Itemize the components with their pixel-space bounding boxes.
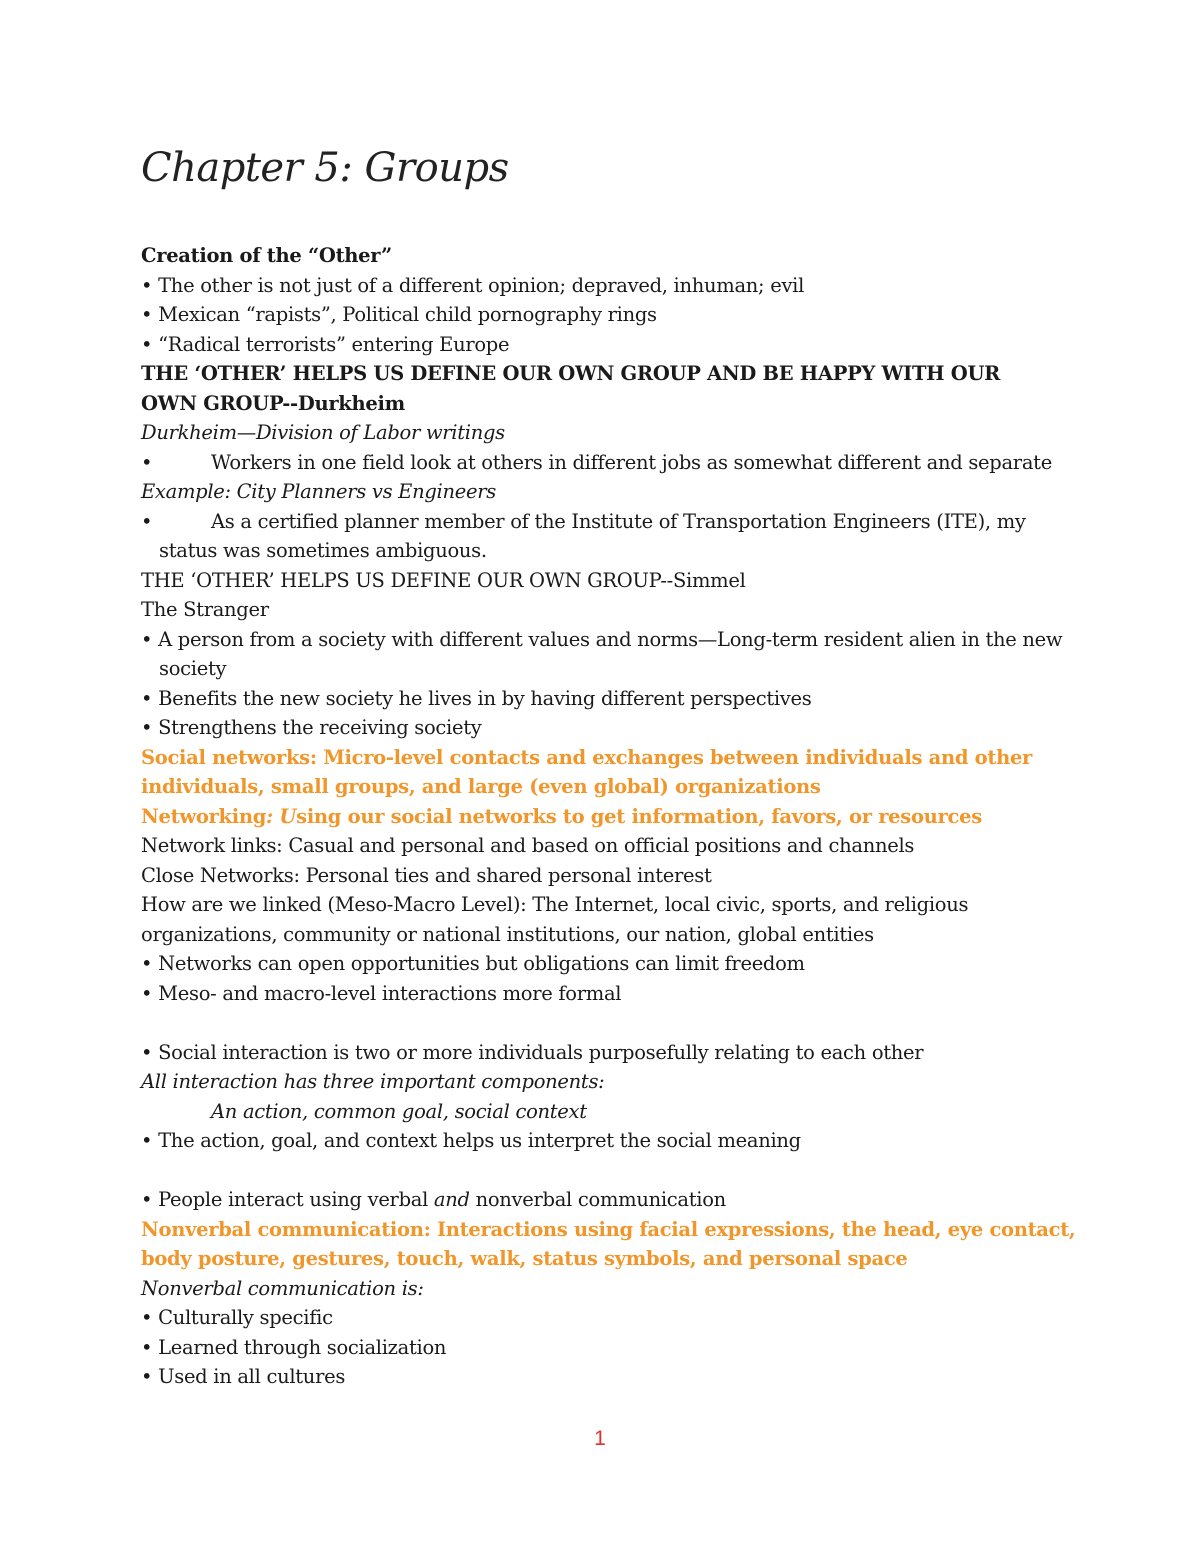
bullet-text: • People interact using verbal — [141, 1188, 434, 1211]
bullet-glyph: • — [141, 509, 153, 533]
bullet-line: • Benefits the new society he lives in by having different perspectives — [141, 686, 812, 710]
bullet-line: • Meso- and macro-level interactions more formal — [141, 981, 622, 1005]
components-subheading: All interaction has three important components: — [141, 1070, 605, 1093]
bullet-continuation: society — [159, 657, 227, 680]
bullet-line: • A person from a society with different values and norms—Long-term resident alien in the new — [141, 627, 1063, 651]
bullet-line: • Networks can open opportunities but obligations can limit freedom — [141, 952, 805, 975]
social-networks-definition: Social networks: Micro-level contacts and exchanges between individuals and other — [141, 745, 1033, 769]
bullet-line: • “Radical terrorists” entering Europe — [141, 332, 510, 356]
stranger-heading: The Stranger — [141, 598, 269, 621]
text-line: How are we linked (Meso-Macro Level): The Internet, local civic, sports, and religious — [141, 893, 969, 916]
nonverbal-subheading: Nonverbal communication is: — [141, 1276, 424, 1300]
bullet-text: As a certified planner member of the Institute of Transportation Engineers (ITE), my — [211, 509, 1026, 533]
durkheim-heading-line-2: OWN GROUP--Durkheim — [141, 391, 405, 415]
bullet-text: nonverbal communication — [469, 1188, 726, 1211]
networking-text: sing our social networks to get information, favors, or resources — [296, 804, 982, 828]
emphasis-and: and — [433, 1188, 470, 1211]
chapter-title: Chapter 5: Groups — [141, 145, 509, 191]
section-heading-other: Creation of the “Other” — [141, 244, 392, 267]
bullet-line — [141, 1185, 1061, 1215]
bullet-continuation: status was sometimes ambiguous. — [159, 539, 487, 562]
bullet-text: Workers in one field look at others in different jobs as somewhat different and separate — [211, 450, 1052, 474]
bullet-line: • Used in all cultures — [141, 1365, 346, 1388]
durkheim-subheading: Durkheim—Division of Labor writings — [141, 421, 505, 444]
document-body — [141, 241, 1076, 1392]
bullet-line: • Mexican “rapists”, Political child pornography rings — [141, 303, 657, 326]
bullet-line: • Culturally specific — [141, 1306, 333, 1329]
social-networks-definition-cont: individuals, small groups, and large (even global) organizations — [141, 775, 821, 798]
page-number: 1 — [594, 1427, 606, 1450]
networking-definition — [141, 802, 1061, 832]
bullet-line: • The other is not just of a different opinion; depraved, inhuman; evil — [141, 273, 805, 297]
bullet-glyph: • — [141, 450, 153, 474]
blank-line — [141, 1156, 1061, 1186]
bullet-line: • Learned through socialization — [141, 1335, 447, 1359]
bullet-line — [141, 448, 1061, 478]
durkheim-heading-line-1: THE ‘OTHER’ HELPS US DEFINE OUR OWN GROUP AND BE HAPPY WITH OUR — [141, 362, 1001, 385]
nonverbal-definition-cont: body posture, gestures, touch, walk, status symbols, and personal space — [141, 1247, 908, 1270]
text-line: organizations, community or national institutions, our nation, global entities — [141, 922, 874, 946]
simmel-heading: THE ‘OTHER’ HELPS US DEFINE OUR OWN GROUP--Simmel — [141, 568, 746, 592]
networking-colon: : U — [266, 804, 297, 828]
text-line: Close Networks: Personal ties and shared personal interest — [141, 863, 712, 887]
text-line: Network links: Casual and personal and based on official positions and channels — [141, 834, 915, 857]
components-list: An action, common goal, social context — [211, 1099, 587, 1123]
bullet-line — [141, 507, 1061, 537]
blank-line — [141, 1008, 1061, 1038]
nonverbal-definition: Nonverbal communication: Interactions using facial expressions, the head, eye contact, — [141, 1217, 1076, 1241]
bullet-line: • The action, goal, and context helps us interpret the social meaning — [141, 1129, 801, 1152]
networking-term: Networking — [141, 804, 267, 828]
bullet-line: • Social interaction is two or more individuals purposefully relating to each other — [141, 1040, 924, 1064]
bullet-line: • Strengthens the receiving society — [141, 716, 482, 739]
example-subheading: Example: City Planners vs Engineers — [141, 480, 496, 503]
